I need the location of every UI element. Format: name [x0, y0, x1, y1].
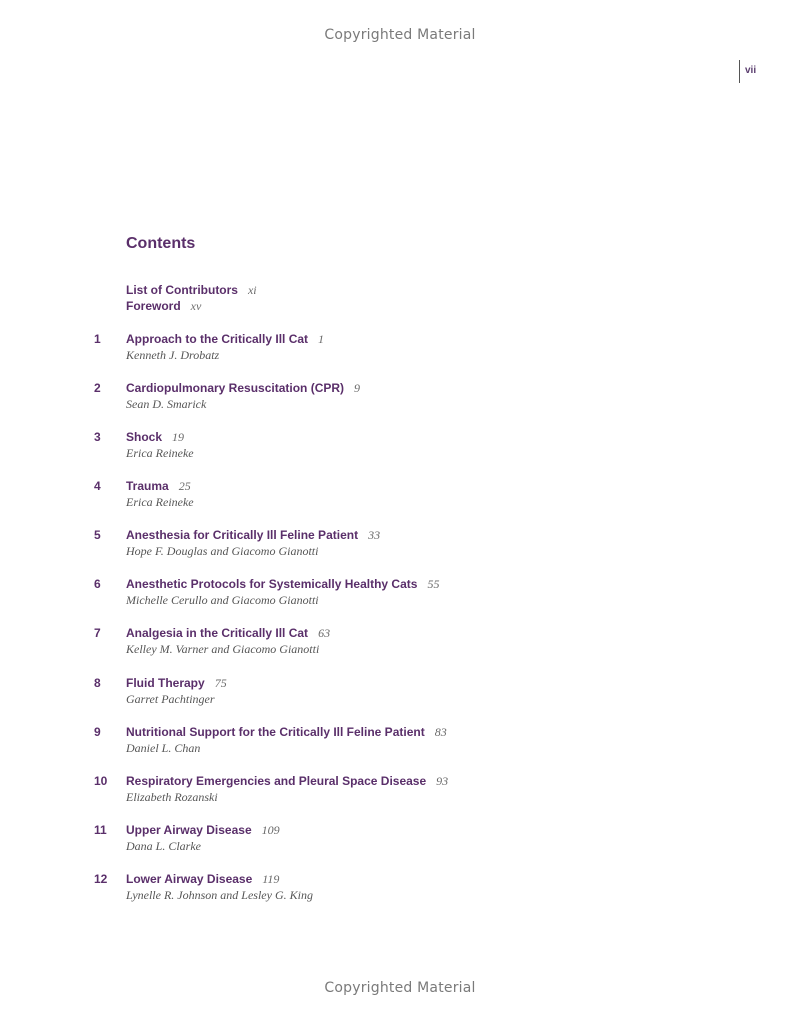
chapter-number: 11 — [94, 823, 107, 837]
chapter-author: Michelle Cerullo and Giacomo Gianotti — [126, 593, 319, 607]
chapter-page: 55 — [427, 577, 440, 591]
chapter-page: 1 — [318, 332, 325, 346]
chapter-title: Respiratory Emergencies and Pleural Space Disease 93 — [126, 774, 449, 788]
toc-entry-title: Foreword — [126, 299, 181, 313]
toc-chapter[interactable] — [0, 725, 800, 759]
chapter-number: 6 — [94, 577, 101, 591]
chapter-author: Sean D. Smarick — [126, 397, 207, 411]
toc-chapter[interactable] — [0, 676, 800, 710]
toc-chapter[interactable] — [0, 430, 800, 464]
chapter-author: Elizabeth Rozanski — [126, 790, 218, 804]
chapter-title: Analgesia in the Critically Ill Cat 63 — [126, 626, 331, 640]
chapter-author: Hope F. Douglas and Giacomo Gianotti — [126, 544, 319, 558]
chapter-title: Cardiopulmonary Resuscitation (CPR) 9 — [126, 381, 361, 395]
chapter-title: Upper Airway Disease 109 — [126, 823, 280, 837]
chapter-number: 3 — [94, 430, 101, 444]
chapter-number: 8 — [94, 676, 101, 690]
watermark-bottom: Copyrighted Material — [324, 980, 476, 996]
chapter-title: Anesthesia for Critically Ill Feline Patient 33 — [126, 528, 381, 542]
chapter-author: Kelley M. Varner and Giacomo Gianotti — [126, 642, 320, 656]
chapter-page: 93 — [436, 774, 449, 788]
page-number-marker — [739, 60, 756, 83]
chapter-page: 83 — [434, 725, 447, 739]
toc-entry-page: xi — [247, 283, 257, 297]
chapter-page: 75 — [214, 676, 227, 690]
toc-chapter[interactable] — [0, 872, 800, 906]
chapter-page: 109 — [261, 823, 280, 837]
chapter-number: 10 — [94, 774, 108, 788]
chapter-number: 1 — [94, 332, 101, 346]
chapter-page: 19 — [172, 430, 185, 444]
chapter-title: Lower Airway Disease 119 — [126, 872, 280, 886]
chapter-page: 119 — [262, 872, 280, 886]
chapter-page: 9 — [354, 381, 361, 395]
chapter-number: 4 — [94, 479, 101, 493]
contents-heading: Contents — [126, 235, 196, 252]
toc-entry-page: xv — [190, 299, 202, 313]
chapter-author: Dana L. Clarke — [126, 839, 201, 853]
toc-entry-contributors[interactable] — [126, 283, 257, 298]
chapter-number: 9 — [94, 725, 101, 739]
chapter-number: 2 — [94, 381, 101, 395]
chapter-title: Trauma 25 — [126, 479, 191, 493]
chapter-author: Erica Reineke — [126, 446, 194, 460]
watermark-top: Copyrighted Material — [324, 27, 476, 43]
toc-chapter[interactable] — [0, 577, 800, 611]
chapter-number: 5 — [94, 528, 101, 542]
toc-entry-foreword[interactable] — [126, 299, 201, 314]
toc-chapter[interactable] — [0, 479, 800, 513]
chapter-title: Approach to the Critically Ill Cat 1 — [126, 332, 325, 346]
toc-chapter[interactable] — [0, 332, 800, 366]
toc-chapter[interactable] — [0, 381, 800, 415]
chapter-page: 63 — [318, 626, 331, 640]
chapter-title: Anesthetic Protocols for Systemically Healthy Cats 55 — [126, 577, 440, 591]
chapter-page: 33 — [368, 528, 381, 542]
chapter-title: Nutritional Support for the Critically Ill Feline Patient 83 — [126, 725, 447, 739]
page-number: vii — [745, 65, 757, 76]
toc-chapter[interactable] — [0, 774, 800, 808]
chapter-page: 25 — [178, 479, 191, 493]
toc-chapter[interactable] — [0, 528, 800, 562]
toc-chapter[interactable] — [0, 626, 800, 660]
chapter-author: Lynelle R. Johnson and Lesley G. King — [126, 888, 313, 902]
chapter-number: 7 — [94, 626, 101, 640]
chapter-author: Garret Pachtinger — [126, 692, 215, 706]
chapter-number: 12 — [94, 872, 108, 886]
chapter-author: Daniel L. Chan — [126, 741, 201, 755]
chapter-title: Fluid Therapy 75 — [126, 676, 227, 690]
toc-chapter[interactable] — [0, 823, 800, 857]
chapter-author: Kenneth J. Drobatz — [126, 348, 220, 362]
chapter-title: Shock 19 — [126, 430, 185, 444]
toc-entry-title: List of Contributors — [126, 283, 238, 297]
chapter-author: Erica Reineke — [126, 495, 194, 509]
